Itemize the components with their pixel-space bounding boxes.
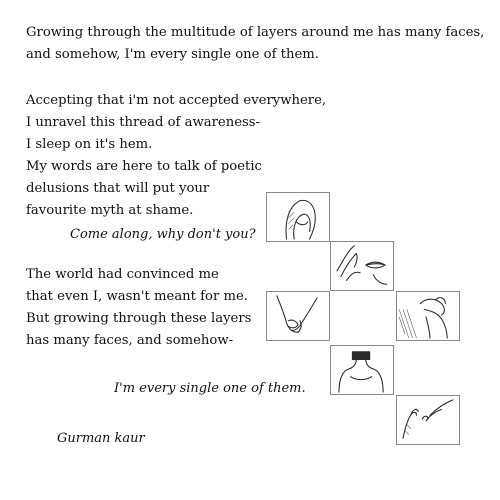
- poem-line: Accepting that i'm not accepted everywhere,: [26, 93, 327, 108]
- poem-line: Growing through the multitude of layers around me has many faces,: [26, 25, 485, 40]
- poem-line: that even I, wasn't meant for me.: [26, 289, 248, 304]
- poem-author: Gurman kaur: [57, 431, 145, 446]
- poem-line: I sleep on it's hem.: [26, 137, 153, 152]
- leaning-figure-sketch-icon: [396, 291, 460, 341]
- reaching-hands-sketch-icon: [396, 395, 460, 445]
- torso-sketch-icon: [330, 345, 394, 395]
- poem-line: favourite myth at shame.: [26, 203, 194, 218]
- poem-line: But growing through these layers: [26, 311, 252, 326]
- lips-and-hand-sketch-icon: [330, 241, 394, 291]
- poem-line: has many faces, and somehow-: [26, 333, 234, 348]
- poem-line: and somehow, I'm every single one of them.: [26, 47, 319, 62]
- poem-line: My words are here to talk of poetic: [26, 159, 262, 174]
- poem-line: delusions that will put your: [26, 181, 210, 196]
- poem-line: The world had convinced me: [26, 267, 219, 282]
- holding-hands-sketch-icon: [266, 291, 330, 341]
- poem-refrain: Come along, why don't you?: [70, 227, 256, 242]
- hooded-figure-sketch-icon: [266, 192, 330, 242]
- poem-line: I unravel this thread of awareness-: [26, 115, 261, 130]
- poem-closing-line: I'm every single one of them.: [114, 381, 306, 396]
